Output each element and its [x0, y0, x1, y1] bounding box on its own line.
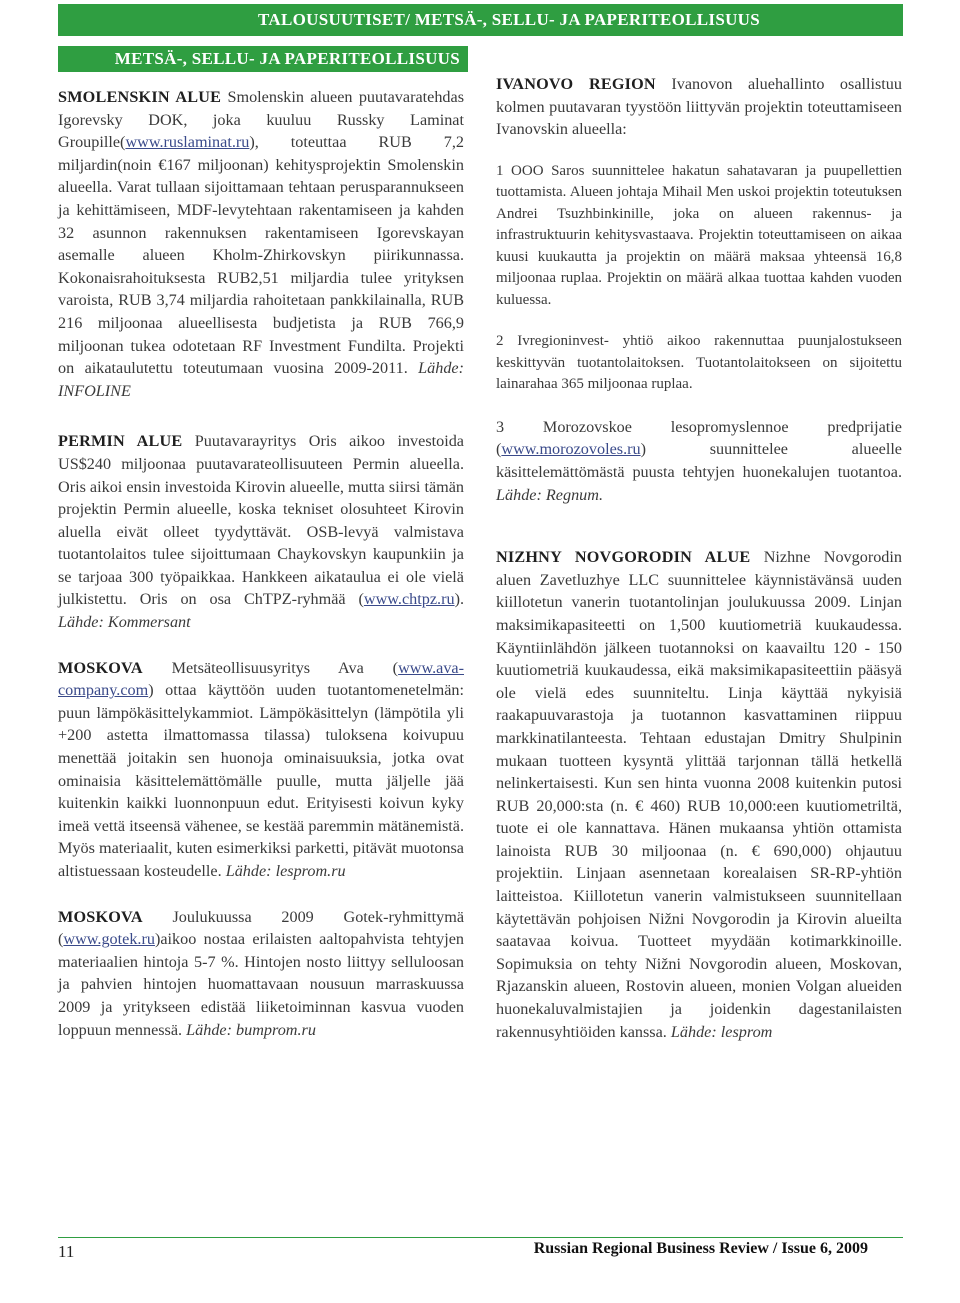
publication-title: Russian Regional Business Review / Issue 6, 2009: [533, 1240, 868, 1257]
article-link[interactable]: www.ruslaminat.ru: [125, 133, 250, 152]
footer-divider: [58, 1237, 903, 1238]
category-banner: METSÄ-, SELLU- JA PAPERITEOLLISUUS: [58, 46, 468, 72]
page-number: 11: [58, 1242, 75, 1261]
article-text: ).: [454, 590, 464, 609]
article-moscow-ava: [58, 657, 464, 883]
article-source: Lähde: lesprom.ru: [225, 862, 346, 880]
article-perm: [58, 430, 464, 633]
region-heading: NIZHNY NOVGORODIN ALUE: [496, 548, 751, 567]
section-header-banner: TALOUSUUTISET/ METSÄ-, SELLU- JA PAPERITEOLLISUUS: [58, 4, 903, 36]
article-nizhny: [496, 546, 902, 1043]
article-link[interactable]: www.morozovoles.ru: [501, 440, 641, 459]
region-heading: MOSKOVA: [58, 907, 143, 926]
article-ivanovo-intro: [496, 73, 902, 141]
article-ivanovo-project-3: [496, 416, 902, 506]
article-text: Ivanovon aluehallinto osallistuu kolmen puutavaran tyystöön liittyvän projektin toteuttamiseen Ivanovskin alueella:: [496, 75, 902, 139]
region-heading: IVANOVO REGION: [496, 75, 656, 93]
right-column: [496, 73, 902, 1043]
article-source: Lähde: bumprom.ru: [186, 1020, 316, 1039]
article-text: ), toteuttaa RUB 7,2 miljardin(noin €167 miljoonan) kehitysprojektin Smolenskin alueella. Varat tullaan sijoittamaan tehtaan perusparannukseen ja kehittämiseen, MDF-levytehtaan rakentamiseen ja kahden 32 asunnon rakennuksen rakentamiseen Igorevskayan asemalle alueen Kholm-Zhirkovskyn piirikunnassa. Kokonaisrahoituksesta RUB2,51 miljardia tulee yrityksen varoista, RUB 3,74 miljardia rahoitetaan pankkilainalla, RUB 216 miljoonaa alueellisesta budjetista ja RUB 766,9 miljoonan tukea odotetaan RF Investment Fundilta. Projekti on aikataulutettu toteutumaan vuosina 2009-2011.: [58, 133, 464, 378]
article-moscow-gotek: [58, 906, 464, 1042]
region-heading: PERMIN ALUE: [58, 432, 183, 451]
article-ivanovo-project-1: 1 OOO Saros suunnittelee hakatun sahatavaran ja puupellettien tuottamista. Alueen johtaja Mihail Men uskoi projektin toteutuksen Andrei Tsuzhbinkinille, joka on alueen rakennus- ja infrastruktuurin kehitysvastaava. Projektin toteuttamiseen on aikaa kuusi kuukautta ja projektin on määrä maksaa yhteensä 16,8 miljoonaa ruplaa. Projektin on määrä alkaa tuottaa kahden vuoden kuluessa.: [496, 162, 902, 308]
article-link[interactable]: www.gotek.ru: [63, 930, 155, 949]
article-link[interactable]: www.chtpz.ru: [363, 590, 455, 609]
article-text: 3 Morozovskoe lesopromyslennoe predprijatie (: [496, 417, 902, 459]
region-heading: MOSKOVA: [58, 658, 143, 677]
article-text: Smolenskin alueen puutavaratehdas Igorevsky DOK, joka kuuluu Russky Laminat Groupille(: [58, 88, 464, 152]
region-heading: SMOLENSKIN ALUE: [58, 88, 222, 106]
article-source: Lähde: Regnum.: [496, 485, 603, 504]
left-column: [58, 86, 464, 1041]
article-text: Metsäteollisuusyritys Ava (: [142, 658, 399, 677]
article-ivanovo-project-2: 2 Ivregioninvest- yhtiö aikoo rakennuttaa puunjalostukseen keskittyvän tuotantolaitoksen. Tuotantolaitokseen on sijoitettu lainarahaa 365 miljoonaa ruplaa.: [496, 333, 902, 393]
article-source: Lähde: INFOLINE: [58, 359, 464, 400]
article-text: ) ottaa käyttöön uuden tuotantomenetelmän: puun lämpökäsittelykammiot. Lämpökäsittelyn (lämpötila yli +200 astetta ilmattomassa tilassa) tuloksena koivupuu menettää joitakin sen huonoja ominaisuuksia, jotka ovat ominaisia käsittelemättömälle puulle, mutta jäljelle jää kuitenkin kaikki luonnonpuun edut. Erityisesti koivun kyky imeä vettä itseensä vähenee, se kestää paremmin mätänemistä. Myös materiaalit, kuten esimerkiksi parketti, pitävät muotonsa altistuessaan kosteudelle.: [58, 681, 464, 880]
article-text: ) suunnittelee alueelle käsittelemättömästä puusta tehtyjen huonekalujen tuotantoa.: [496, 440, 902, 481]
article-link[interactable]: www.ava-company.com: [58, 658, 464, 700]
article-text: Joulukuussa 2009 Gotek-ryhmittymä (: [58, 907, 464, 949]
article-text: )aikoo nostaa erilaisten aaltopahvista tehtyjen materiaalien hintoja 5-7 %. Hintojen nosto liittyy selluloosan ja pahvien hintojen huomattavaan nousuun marraskuussa 2009 ja yritykseen edistää liiketoiminnan kasvua vuoden loppuun mennessä.: [58, 930, 464, 1039]
article-source: Lähde: Kommersant: [58, 613, 191, 632]
article-smolensk: [58, 86, 464, 402]
article-text: Nizhne Novgorodin aluen Zavetluzhye LLC suunnittelee käynnistävänsä uuden kiillotetun vanerin tuotantolinjan joulukuussa 2009. Linjan maksimikapasiteetti on 1,500 kuutiometriä kuukaudessa. Käyntiinlähdön jälkeen tuotannoksi on kaavailtu 120 - 150 kuutiometriä kuukaudessa, eikä maksimikapasiteettiin pääsyä ole vielä edes suunniteltu. Linja käyttää nykyisiä raakapuuvarastoja ja tuotannon kasvattaminen riippuu markkinatilanteesta. Tehtaan edustajan Dmitry Shulpinin mukaan tuotteen kysyntä ylittää tarjonnan tällä hetkellä nelinkertaisesti. Kun sen hinta vuonna 2008 kuitenkin putosi RUB 20,000:sta (n. € 460) RUB 10,000:een kuutiometriltä, tuote ei ole kannattava. Hänen mukaansa yhtiön ottamista lainoista RUB 30 miljoonaa (n. € 690,000) ohjautuu projektiin. Linjaan asennetaan korealaisen SR-RP-yhtiön laitteistoa. Kiillotetun vanerin valmistukseen suunnitellaan käytettävän pohjoisen Nižni Novgorodin ja Kirovin alueilta saatavaa koivua. Tuotteet myydään kotimarkkinoille. Sopimuksia on tehty Nižni Novgorodin alueen, Moskovan, Rjazanskin alueen, Rostovin alueen, monien Volgan alueiden huonekaluvalmistajien ja joidenkin dagestanilaisten rakennusyhtiöiden kanssa.: [496, 548, 902, 1041]
article-source: Lähde: lesprom: [670, 1022, 773, 1041]
article-text: Puutavarayritys Oris aikoo investoida US$240 miljoonaa puutavarateollisuuteen Permin alueella. Oris aikoi ensin investoida Kirovin alueelle, mutta siirsi tämän projektin Permin alueelle, koska tekniset olosuhteet Kirovin aluella eivät olleet tyydyttävät. OSB-levyä valmistava tuotantolaitos tulee sijoittumaan Chaykovskyn kaupunkiin ja se tarjoaa 300 työpaikkaa. Hankkeen aikataulua ei ole vielä julkistettu. Oris on osa ChTPZ-ryhmää (: [58, 432, 464, 609]
